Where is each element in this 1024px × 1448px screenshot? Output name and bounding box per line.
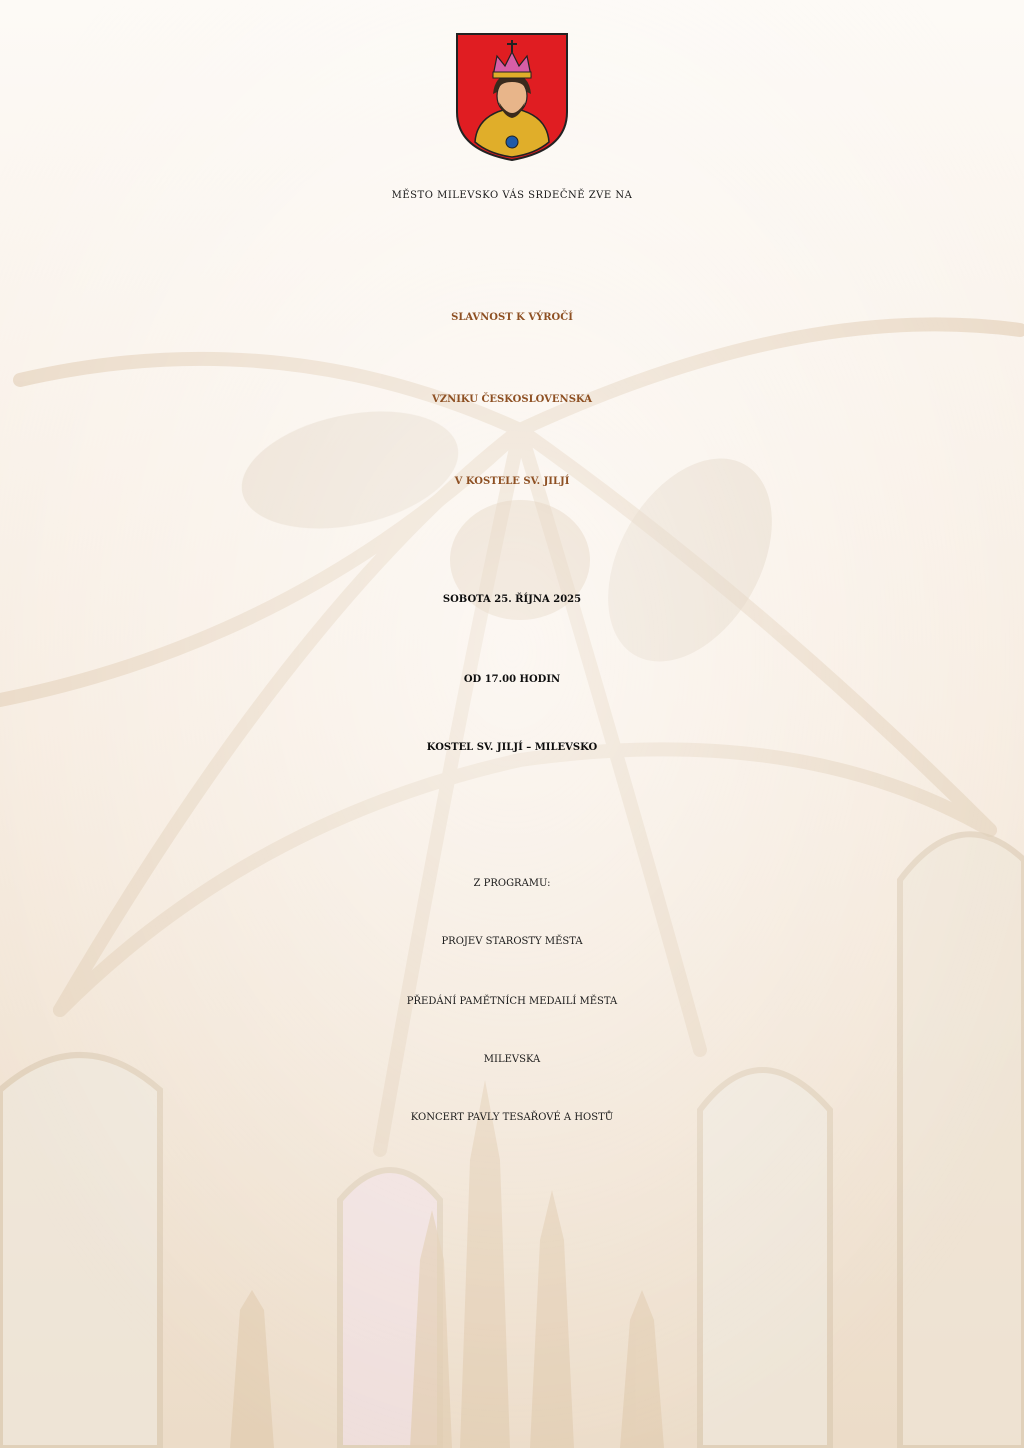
event-time: OD 17.00 HODIN xyxy=(463,674,561,685)
program-item: PROJEV STAROSTY MĚSTA xyxy=(441,936,583,947)
milevsko-coat-of-arms xyxy=(455,32,569,162)
event-place: KOSTEL SV. JILJÍ – MILEVSKO xyxy=(426,742,598,753)
event-title-line-1: SLAVNOST K VÝROČÍ xyxy=(451,312,573,323)
invitation-line: MĚSTO MILEVSKO VÁS SRDEČNĚ ZVE NA xyxy=(391,190,633,201)
event-title-line-2: VZNIKU ČESKOSLOVENSKA xyxy=(432,394,592,405)
program-item: MILEVSKA xyxy=(483,1054,541,1065)
event-date: SOBOTA 25. ŘÍJNA 2025 xyxy=(442,594,582,605)
program-item: PŘEDÁNÍ PAMĚTNÍCH MEDAILÍ MĚSTA xyxy=(406,996,618,1007)
program-item: KONCERT PAVLY TESAŘOVÉ A HOSTŮ xyxy=(410,1112,614,1123)
event-title-line-3: V KOSTELE SV. JILJÍ xyxy=(454,476,570,487)
program-heading: Z PROGRAMU: xyxy=(473,878,551,889)
